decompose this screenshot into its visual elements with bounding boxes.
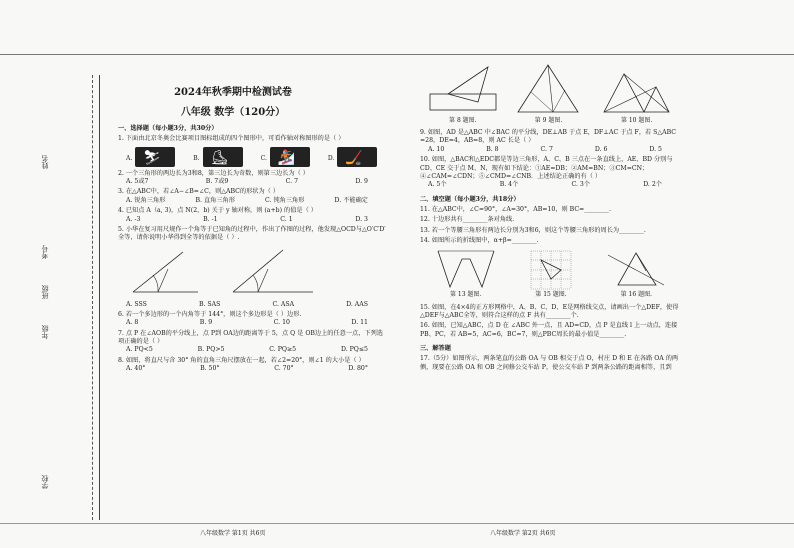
fig-caption-15: 第 15 题图. [535,291,567,299]
option: A. 40° [126,365,146,373]
option: D. AAS [346,300,368,308]
bisector-triangle-figure [513,62,583,117]
option: C. PQ≥5 [269,346,297,354]
option: B. 7或9 [205,178,229,186]
ruler-triangle-figure [428,62,498,117]
option: A. SSS [126,300,147,308]
side-label-school: 学校 [41,475,49,489]
question-17: 17.（5分）如图所示，两条笔直的公路 OA 与 OB 相交于点 O，村庄 D 和 E 在各路 OA 的两侧，现要在公路 OA 和 OB 之间修公交车站 P，使公交车站 P 到两条公路的距离相等，且到 [420,355,679,371]
question-16: 16. 如图，已知△ABC，点 D 在 ∠ABC 外一点，且 AD=CD，点 P 是直线 l 上一动点，连接 PB、PC，若 AB=5，AC=6，BC=7，则△PBC周长的最小值是________. [420,322,678,338]
option: B. 直角三角形 [195,196,235,204]
option: C. 钝角三角形 [265,196,305,204]
q6-options [118,319,388,327]
q5-figures [118,247,388,297]
question-1: 1. 下面由北京冬奥会比赛项目图标组成的四个图形中，可看作轴对称图形的是（ ） [118,135,345,143]
grid-figure [527,249,575,291]
fig-caption-10: 第 10 题图. [620,117,653,124]
q9-options [420,146,682,154]
section-solve: 三、解答题 [420,344,451,352]
fig-caption-13: 第 13 题图. [449,291,482,299]
option: A. 锐角三角形 [126,196,166,204]
fig-caption-8: 第 8 题图. [449,117,477,124]
zigzag-figure [436,249,496,291]
hockey-icon: 🏒 [337,147,377,167]
q1-label-b: B. [193,154,200,162]
option: B. PQ>5 [197,346,225,354]
question-15: 15. 如图，在4×4的正方形网格中，A、B、C、D、E是网格线交点，请画出一个△DEF，使得△DEF与△ABC全等，则符合这样的点 F 共有________个. [420,303,679,319]
option: D. 2个 [643,181,662,189]
option: B. SAS [198,300,221,308]
option: B. 8 [486,145,499,153]
snowboard-icon: 🏂 [270,147,310,167]
fig-caption-9: 第 9 题图. [534,117,563,124]
option: C. 7 [540,145,553,153]
page-bottom-edge [0,523,794,524]
option: D. 11 [351,319,368,327]
question-11: 11. 在△ABC中，∠C=90°，∠A=30°，AB=10，则 BC=________. [420,205,611,213]
angle-construction-figure-2 [228,247,318,297]
q8-10-figures [420,62,682,125]
section-choice: 一、选择题（每小题3分，共30分） [118,125,218,132]
q3-options [118,197,388,205]
question-13: 13. 若一个等腰三角形有两边长分别为3和6，则这个等腰三角形的周长为________. [420,226,646,234]
option: D. 不能确定 [334,196,368,204]
option: A. 5个 [428,181,447,189]
option: C. 1 [280,215,293,223]
exam-subtitle: 八年级 数学（120分） [180,106,286,118]
q1-label-d: D. [327,154,335,162]
option: D. 9 [355,178,368,186]
option: B. 9 [199,319,213,327]
binding-line [99,75,100,520]
skater-icon: ⛸ [203,147,243,167]
option: A. 5或7 [126,178,149,186]
equilateral-triangles-figure [599,62,674,117]
q2-options [118,178,388,186]
option: C. ASA [272,300,295,308]
q1-icon-options [118,147,388,167]
cut-line [92,75,94,520]
option: D. 80° [348,365,368,373]
q1-label-c: C. [260,154,267,162]
option: A. 8 [126,319,139,327]
fig-caption-16: 第 16 题图. [620,291,652,299]
left-column [118,58,388,373]
page-footer-right: 八年级数学 第2页 共6页 [490,530,556,537]
question-10: 10. 如图，△BAC和△EDC都是等边三角形，A、C、B 三点在一条直线上，AE、BD 分别与 CD、CE 交于点 M、N，现有如下结论：①AE=DB；②AM=BN；③CM=CN；④∠CAM=∠CDN；⑤∠CMD=∠CNB．上述结论正确的有（ ） [420,156,673,180]
exam-title: 2024年秋季期中检测试卷 [174,87,292,98]
side-label-class: 班级 [41,285,49,299]
q4-options [118,216,388,224]
q5-options [118,301,388,309]
q10-options [420,181,682,189]
side-label-id: 考号 [41,245,49,259]
question-8: 8. 如图，将直尺与含 30° 角的直角三角尺摆放在一起，若∠2=20°，则∠1 的大小是（ ） [118,356,365,364]
q1-label-a: A. [126,154,133,162]
skier-icon: ⛷ [135,147,175,167]
option: D. 3 [355,215,368,223]
option: A. PQ<5 [126,346,153,354]
question-3: 3. 在△ABC中，若∠A−∠B=∠C，则△ABC的形状为（ ） [118,188,280,196]
section-fill: 二、填空题（每小题3分，共18分） [420,195,520,203]
option: A. 10 [428,145,445,153]
q13-16-figures [420,249,682,299]
min-perimeter-figure [606,249,666,291]
question-2: 2. 一个三角形的两边长为3和8，第三边长为奇数，则第三边长为（ ） [118,169,309,177]
q7-options [118,346,388,354]
angle-construction-figure-1 [128,247,208,297]
option: B. 4个 [499,181,519,189]
option: C. 7 [285,178,299,186]
option: C. 70° [274,365,294,373]
option: B. 50° [200,365,220,373]
side-label-grade: 年级 [41,325,49,339]
question-9: 9. 如图，AD 是△ABC 中∠BAC 的平分线，DE⊥AB 于点 E，DF⊥AC 于点 F，若 S△ABC =28，DE=4，AB=8，则 AC 长是（ ） [420,129,677,145]
question-12: 12. 十边形共有________条对角线. [420,216,515,224]
option: A. -3 [126,215,141,223]
side-label-name: 姓名 [41,155,49,169]
question-7: 7. 点 P 在∠AOB的平分线上，点 P到 OA边的距离等于 5，点 Q 是 OB边上的任意一点，下列选项正确的是（ ） [118,329,383,346]
option: D. PQ≤5 [340,346,368,354]
right-column [420,58,682,372]
question-5: 5. 小华在复习用尺规作一个角等于已知角的过程中，作出了作图的过程，他发现△OCD与△O′C′D′全等，请你说明小华得到全等的依据是（ ）. [118,225,386,242]
page-footer-left: 八年级数学 第1页 共6页 [200,530,266,537]
binding-margin [0,55,100,523]
page-top-edge [0,54,794,55]
option: B. -1 [203,215,218,223]
option: C. 3个 [571,181,591,189]
question-6: 6. 若一个多边形的一个内角等于 144°，则这个多边形是（ ）边形. [118,310,302,318]
question-14: 14. 如图所示的折线图中，α+β=________. [420,237,539,245]
question-4: 4. 已知点 A（a, 3)，点 N(2，b) 关于 y 轴对称，则 (a+b) 的值是（ ） [118,207,317,215]
q8-options [118,365,388,373]
option: D. 6 [594,145,608,153]
option: C. 10 [273,319,290,327]
option: D. 5 [649,145,662,153]
